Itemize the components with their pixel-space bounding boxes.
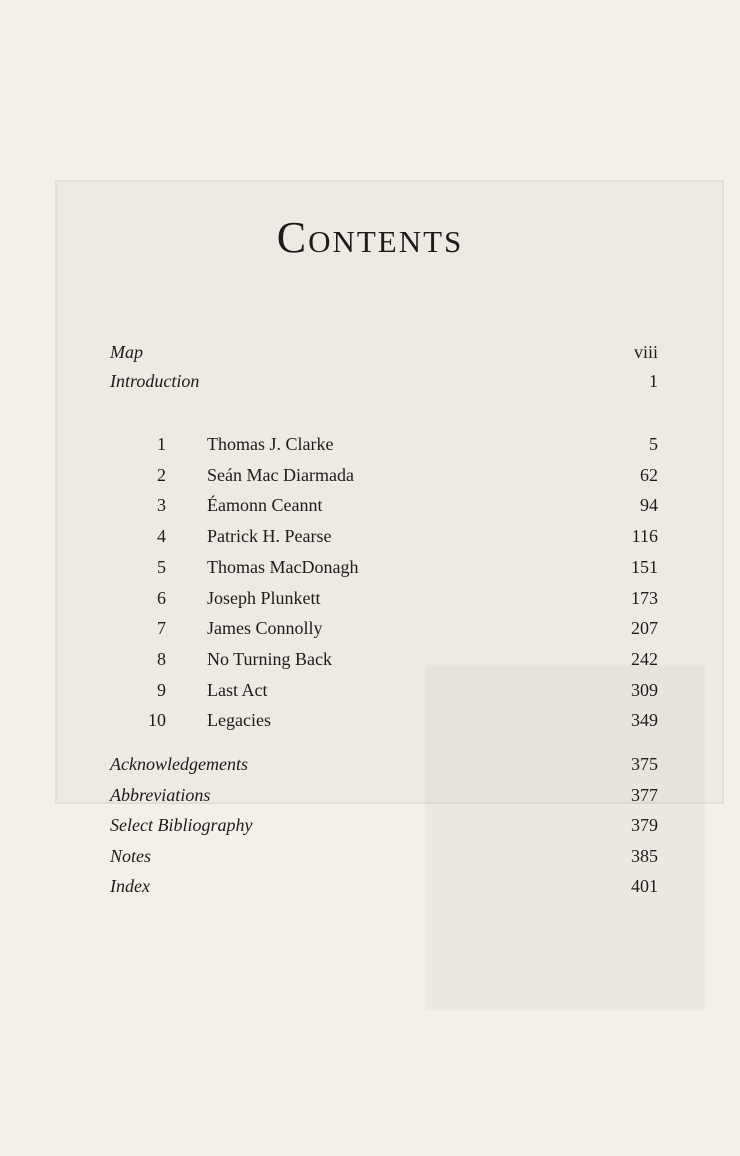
toc-entry-map bbox=[110, 342, 658, 372]
entry-page: 116 bbox=[631, 526, 658, 547]
chapter-number: 10 bbox=[148, 710, 166, 731]
chapter-title: Seán Mac Diarmada bbox=[207, 464, 354, 485]
chapter-title: Last Act bbox=[207, 679, 268, 700]
toc-back-matter-entry bbox=[110, 785, 658, 815]
entry-label: Map bbox=[110, 342, 143, 362]
page-title: Contents bbox=[276, 213, 464, 262]
entry-page: 309 bbox=[631, 679, 658, 700]
toc-back-matter-entry bbox=[110, 815, 658, 845]
toc-back-matter-entry bbox=[110, 876, 658, 906]
chapter-title: Thomas MacDonagh bbox=[207, 556, 359, 577]
chapter-number: 7 bbox=[157, 618, 166, 639]
entry-page: 5 bbox=[649, 434, 658, 454]
entry-label: Index bbox=[110, 876, 150, 896]
chapter-title: No Turning Back bbox=[207, 648, 333, 669]
entry-page: 377 bbox=[631, 784, 658, 805]
chapter-title: Legacies bbox=[207, 710, 271, 731]
toc-chapter-entry bbox=[110, 588, 658, 618]
toc-chapter-entry bbox=[110, 495, 658, 525]
entry-label: Abbreviations bbox=[110, 784, 211, 805]
toc-chapter-entry bbox=[110, 618, 658, 648]
toc-chapter-entry bbox=[110, 557, 658, 587]
entry-page: 151 bbox=[631, 556, 658, 577]
chapter-title: Éamonn Ceannt bbox=[207, 495, 323, 516]
chapter-title: Joseph Plunkett bbox=[207, 587, 321, 608]
chapter-title: Thomas J. Clarke bbox=[207, 434, 334, 454]
entry-page: 62 bbox=[640, 464, 658, 485]
entry-page: viii bbox=[633, 342, 658, 362]
toc-chapter-entry bbox=[110, 526, 658, 556]
toc-chapter-entry bbox=[110, 434, 658, 464]
entry-page: 379 bbox=[631, 815, 658, 835]
toc-chapter-entry bbox=[110, 465, 658, 495]
toc-chapter-entry bbox=[110, 710, 658, 740]
chapter-number: 8 bbox=[157, 648, 166, 669]
entry-page: 173 bbox=[631, 587, 658, 608]
chapter-title: James Connolly bbox=[207, 618, 323, 639]
chapter-number: 4 bbox=[157, 526, 166, 547]
entry-page: 385 bbox=[631, 845, 658, 866]
chapter-number: 9 bbox=[157, 679, 166, 700]
entry-page: 242 bbox=[631, 648, 658, 669]
chapter-title: Patrick H. Pearse bbox=[207, 526, 332, 547]
chapter-number: 6 bbox=[157, 587, 166, 608]
toc-chapter-entry bbox=[110, 649, 658, 679]
chapter-number: 2 bbox=[157, 464, 166, 485]
entry-page: 1 bbox=[649, 371, 658, 391]
toc-back-matter-entry bbox=[110, 846, 658, 876]
toc-back-matter-entry bbox=[110, 754, 658, 784]
entry-page: 375 bbox=[631, 754, 658, 774]
entry-page: 207 bbox=[631, 618, 658, 639]
entry-page: 401 bbox=[631, 876, 658, 896]
entry-label: Acknowledgements bbox=[110, 754, 248, 774]
toc-chapter-entry bbox=[110, 680, 658, 710]
entry-label: Introduction bbox=[110, 371, 200, 391]
toc-entry-introduction bbox=[110, 371, 658, 401]
chapter-number: 3 bbox=[157, 495, 166, 516]
entry-label: Select Bibliography bbox=[110, 815, 253, 835]
entry-page: 349 bbox=[631, 710, 658, 731]
entry-page: 94 bbox=[640, 495, 658, 516]
chapter-number: 5 bbox=[157, 556, 166, 577]
entry-label: Notes bbox=[110, 845, 152, 866]
chapter-number: 1 bbox=[157, 434, 166, 454]
